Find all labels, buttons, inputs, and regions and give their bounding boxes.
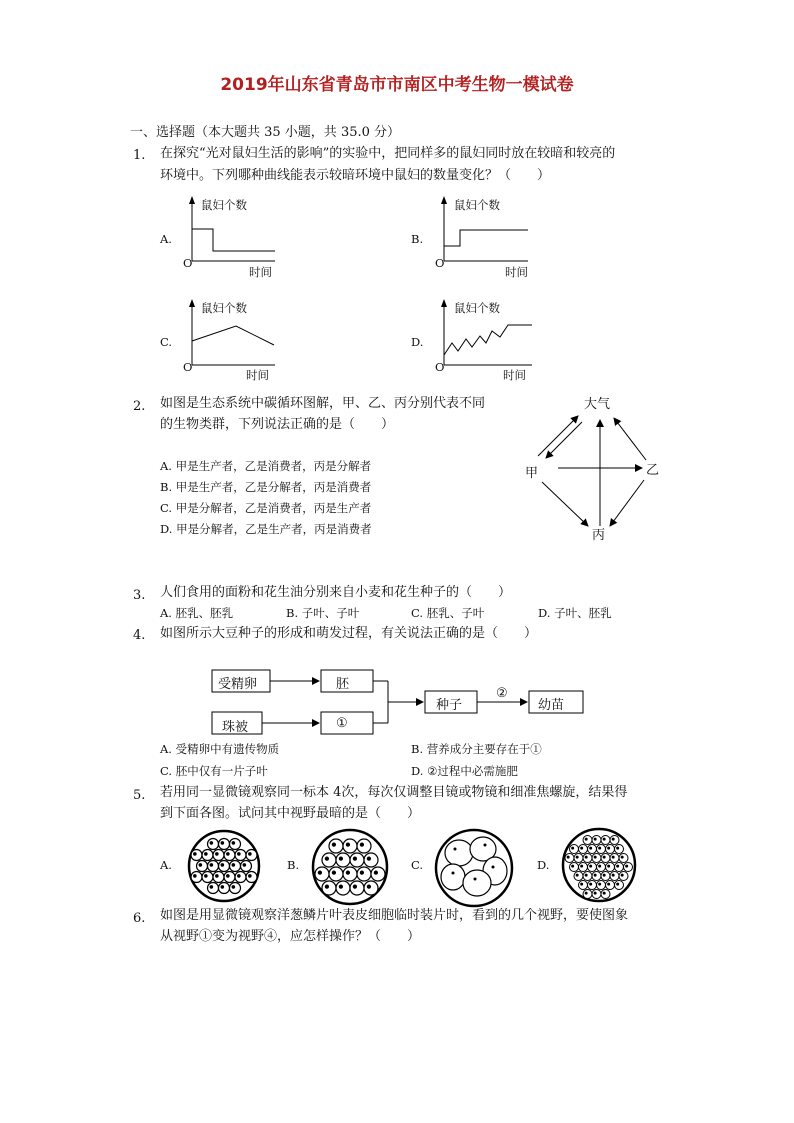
q5-option-c-label: C. [411, 858, 424, 872]
cell-nucleus [360, 871, 363, 874]
q5-option-d-label: D. [537, 858, 550, 872]
cell-nucleus [325, 885, 328, 888]
box-seedling: 幼苗 [538, 698, 565, 713]
cell-nucleus [221, 864, 223, 866]
microscope-field-d [560, 826, 638, 904]
cell [615, 863, 624, 872]
cell-nucleus [205, 853, 207, 855]
cell-nucleus [339, 885, 342, 888]
q1-c-xlabel: 时间 [246, 368, 269, 382]
node-atmosphere: 大气 [584, 397, 611, 412]
box-fertilized-egg: 受精卵 [218, 677, 258, 692]
cell-nucleus [232, 886, 234, 888]
cell [322, 853, 336, 867]
cell-nucleus [608, 865, 610, 867]
cell [219, 861, 230, 872]
q2-number: 2. [133, 399, 146, 414]
cell-nucleus [612, 874, 614, 876]
cell [208, 839, 219, 850]
cell-nucleus [367, 857, 370, 860]
cell [219, 883, 230, 894]
q3-option-b: B. 子叶、子叶 [286, 606, 360, 620]
q3-option-c: C. 胚乳、子叶 [411, 606, 485, 620]
cell-nucleus [367, 885, 370, 888]
q1-a-origin: O [183, 256, 193, 270]
cell [601, 854, 610, 863]
cell-nucleus [210, 864, 212, 866]
cell [357, 867, 371, 881]
cell-nucleus [216, 853, 218, 855]
cell-nucleus [612, 838, 614, 840]
box-seed: 种子 [436, 698, 463, 713]
q1-b-origin: O [435, 256, 445, 270]
q2-option-c: C. 甲是分解者，乙是消费者，丙是生产者 [160, 501, 372, 515]
cell-nucleus [353, 857, 356, 860]
cell-nucleus [205, 875, 207, 877]
q6-stem-line1: 如图是用显微镜观察洋葱鳞片叶表皮细胞临时装片时，看到的几个视野，要使图象 [160, 908, 629, 923]
q5-stem-line1: 若用同一显微镜观察同一标本 4次，每次仅调整目镜或物镜和细准焦螺旋，结果得 [160, 785, 628, 800]
cell [208, 883, 219, 894]
cell-nucleus [567, 856, 569, 858]
cell [336, 881, 350, 895]
cell [592, 836, 601, 845]
cell [579, 845, 588, 854]
cell [606, 845, 615, 854]
cell [364, 881, 378, 895]
q3-option-a: A. 胚乳、胚乳 [160, 606, 234, 620]
q6-number: 6. [133, 911, 146, 926]
q5-number: 5. [133, 788, 146, 803]
cell-nucleus [332, 843, 335, 846]
cell-nucleus [594, 856, 596, 858]
cell-nucleus [325, 857, 328, 860]
cell [606, 881, 615, 890]
cell-nucleus [360, 843, 363, 846]
cell [601, 872, 610, 881]
q1-option-b-label: B. [411, 232, 424, 246]
cell-nucleus [227, 875, 229, 877]
cell [350, 853, 364, 867]
q1-d-ylabel: 鼠妇个数 [454, 301, 500, 315]
cell [241, 861, 252, 872]
cell [371, 867, 385, 881]
cell [224, 872, 235, 883]
microscope-field-b [310, 827, 390, 907]
cell-nucleus [599, 865, 601, 867]
cell-nucleus [603, 838, 605, 840]
q4-number: 4. [133, 628, 146, 643]
cell-nucleus [339, 857, 342, 860]
cell [579, 863, 588, 872]
cell-nucleus [608, 883, 610, 885]
box-embryo: 胚 [336, 677, 350, 692]
cell-nucleus [232, 842, 234, 844]
cell [202, 872, 213, 883]
cell [322, 881, 336, 895]
cell-nucleus [608, 847, 610, 849]
cell-nucleus [576, 874, 578, 876]
cell [597, 845, 606, 854]
cell-nucleus [332, 871, 335, 874]
box-circle-one: ① [336, 716, 348, 731]
node-jia: 甲 [525, 466, 539, 481]
q1-a-xlabel: 时间 [249, 265, 272, 279]
q1-d-origin: O [435, 360, 445, 374]
cell-nucleus [594, 874, 596, 876]
cell-nucleus [599, 847, 601, 849]
label-circle-two: ② [496, 686, 508, 701]
cell [570, 863, 579, 872]
cell [583, 872, 592, 881]
q4-stem: 如图所示大豆种子的形成和萌发过程，有关说法正确的是（ ） [160, 626, 538, 641]
cell [597, 863, 606, 872]
cell-nucleus [346, 843, 349, 846]
q1-option-d-label: D. [411, 335, 424, 349]
cell [606, 863, 615, 872]
cell [588, 863, 597, 872]
cell-nucleus [576, 856, 578, 858]
cell-nucleus [617, 865, 619, 867]
q5-stem-line2: 到下面各图。试问其中视野最暗的是（ ） [160, 806, 421, 821]
cell [588, 881, 597, 890]
cell [246, 872, 257, 883]
cell [574, 854, 583, 863]
cell-nucleus [249, 875, 251, 877]
q2-option-a: A. 甲是生产者，乙是消费者，丙是分解者 [160, 459, 372, 473]
cell-nucleus [581, 847, 583, 849]
cell-nucleus [572, 847, 574, 849]
cell-nucleus [346, 871, 349, 874]
cell-nucleus [216, 875, 218, 877]
cell-nucleus [243, 864, 245, 866]
q2-option-d: D. 甲是分解者，乙是生产者，丙是消费者 [160, 522, 372, 536]
cell-nucleus [221, 842, 223, 844]
cell [615, 881, 624, 890]
cell [574, 872, 583, 881]
q1-d-xlabel: 时间 [503, 368, 526, 382]
cell [219, 839, 230, 850]
q1-stem-line1: 在探究“光对鼠妇生活的影响”的实验中，把同样多的鼠妇同时放在较暗和较亮的 [160, 146, 616, 161]
microscope-field-c [433, 827, 515, 909]
cell-nucleus [612, 856, 614, 858]
cell-nucleus [617, 883, 619, 885]
cell-nucleus [585, 838, 587, 840]
cell-nucleus [594, 838, 596, 840]
cell [230, 883, 241, 894]
q1-b-ylabel: 鼠妇个数 [454, 198, 500, 212]
cell [235, 872, 246, 883]
node-bing: 丙 [592, 528, 606, 543]
cell [624, 863, 633, 872]
q3-number: 3. [133, 588, 146, 603]
cell-nucleus [238, 853, 240, 855]
cell [235, 850, 246, 861]
cell [213, 850, 224, 861]
cell [336, 853, 350, 867]
cell-nucleus [603, 874, 605, 876]
cell-nucleus [585, 892, 587, 894]
q5-option-b-label: B. [287, 858, 300, 872]
cell [610, 872, 619, 881]
cell-nucleus [603, 892, 605, 894]
cell [583, 836, 592, 845]
cell [565, 854, 574, 863]
cell [197, 861, 208, 872]
cell-nucleus [599, 883, 601, 885]
q2-stem-line2: 的生物类群，下列说法正确的是（ ） [160, 417, 395, 432]
q4-option-a: A. 受精卵中有遗传物质 [160, 742, 280, 756]
cell-nucleus [603, 856, 605, 858]
cell-nucleus [318, 871, 321, 874]
cell [350, 881, 364, 895]
cell [619, 872, 628, 881]
q1-option-c-label: C. [160, 335, 173, 349]
cell-nucleus [221, 886, 223, 888]
cell [610, 836, 619, 845]
cell-nucleus [210, 886, 212, 888]
cell-nucleus [249, 853, 251, 855]
q1-number: 1. [133, 148, 146, 163]
cell [357, 839, 371, 853]
cell-nucleus [590, 847, 592, 849]
q1-c-origin: O [183, 360, 193, 374]
cell-nucleus [353, 885, 356, 888]
cell-nucleus [594, 892, 596, 894]
cell-nucleus [238, 875, 240, 877]
cell-nucleus [374, 871, 377, 874]
cell-nucleus [581, 883, 583, 885]
q1-b-xlabel: 时间 [505, 265, 528, 279]
cell [615, 845, 624, 854]
q4-option-c: C. 胚中仅有一片子叶 [160, 764, 268, 778]
cell-nucleus [621, 856, 623, 858]
q4-option-d: D. ②过程中必需施肥 [411, 764, 518, 778]
box-integument: 珠被 [222, 720, 249, 735]
cell-nucleus [590, 865, 592, 867]
cell [570, 845, 579, 854]
cell [583, 890, 592, 899]
q1-c-ylabel: 鼠妇个数 [201, 301, 247, 315]
q4-option-b: B. 营养成分主要存在于① [411, 742, 542, 756]
cell [610, 854, 619, 863]
q5-option-a-label: A. [160, 858, 172, 872]
cell [343, 867, 357, 881]
cell-nucleus [581, 865, 583, 867]
cell [191, 850, 202, 861]
cell-nucleus [194, 875, 196, 877]
cell [592, 890, 601, 899]
cell-nucleus [621, 874, 623, 876]
cell-nucleus [227, 853, 229, 855]
microscope-field-a [186, 828, 262, 904]
cell [583, 854, 592, 863]
cell-nucleus [585, 856, 587, 858]
q3-option-d: D. 子叶、胚乳 [538, 606, 612, 620]
q1-a-ylabel: 鼠妇个数 [201, 198, 247, 212]
cell-nucleus [585, 874, 587, 876]
q1-stem-line2: 环境中。下列哪种曲线能表示较暗环境中鼠妇的数量变化？（ ） [160, 168, 551, 183]
q2-option-b: B. 甲是生产者，乙是分解者，丙是消费者 [160, 480, 372, 494]
cell [208, 861, 219, 872]
section-heading: 一、选择题（本大题共 35 小题，共 35.0 分） [130, 125, 401, 140]
cell [315, 867, 329, 881]
seed-formation-diagram [205, 660, 590, 745]
cell [619, 854, 628, 863]
cell [191, 872, 202, 883]
cell [592, 854, 601, 863]
cell [230, 861, 241, 872]
cell [343, 839, 357, 853]
cell [329, 867, 343, 881]
cell-nucleus [210, 842, 212, 844]
cell-nucleus [617, 847, 619, 849]
q1-option-a-label: A. [160, 232, 172, 246]
cell [601, 836, 610, 845]
cell-nucleus [194, 853, 196, 855]
q2-stem-line1: 如图是生态系统中碳循环图解，甲、乙、丙分别代表不同 [160, 396, 486, 411]
cell [592, 872, 601, 881]
q3-stem: 人们食用的面粉和花生油分别来自小麦和花生种子的（ ） [160, 585, 512, 600]
cell [364, 853, 378, 867]
cell [588, 845, 597, 854]
exam-title: 2019年山东省青岛市市南区中考生物一模试卷 [220, 75, 574, 95]
q6-stem-line2: 从视野①变为视野④，应怎样操作？（ ） [160, 929, 421, 944]
cell [224, 850, 235, 861]
cell [329, 839, 343, 853]
cell-nucleus [199, 864, 201, 866]
cell [202, 850, 213, 861]
cell-nucleus [626, 865, 628, 867]
cell [246, 850, 257, 861]
cell-nucleus [232, 864, 234, 866]
cell-nucleus [572, 865, 574, 867]
cell-nucleus [590, 883, 592, 885]
cell [213, 872, 224, 883]
cell [601, 890, 610, 899]
node-yi: 乙 [646, 463, 660, 478]
cell [597, 881, 606, 890]
cell [579, 881, 588, 890]
cell [230, 839, 241, 850]
